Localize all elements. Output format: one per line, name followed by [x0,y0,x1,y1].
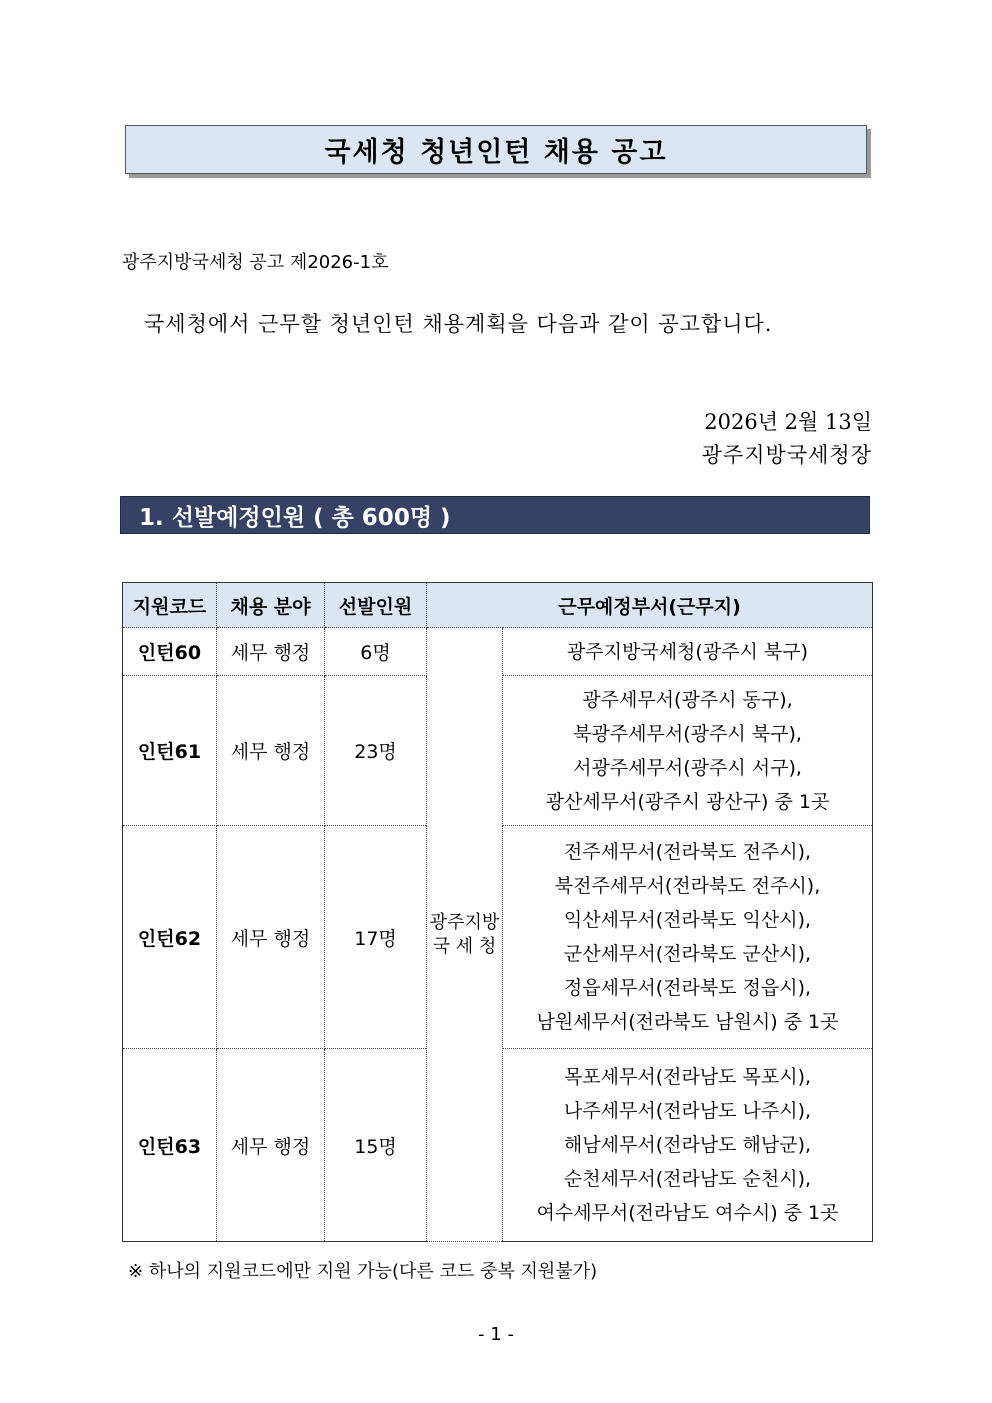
dept-item: 목포세무서(전라남도 목포시), [563,1066,812,1088]
dept-item: 광주지방국세청(광주시 북구) [566,640,809,663]
dept-item: 나주세무서(전라남도 나주시), [563,1100,812,1122]
row-dept [503,826,873,1049]
section-title: 1. 선발예정인원 ( 총 600명 ) [139,504,451,531]
notice-number: 광주지방국세청 공고 제2026-1호 [122,252,389,273]
document-title: 국세청 청년인턴 채용 공고 [125,125,867,174]
row-field: 세무 행정 [217,826,325,1049]
notice-date: 2026년 2월 13일 [704,410,872,434]
row-code: 인턴60 [123,628,217,676]
row-field: 세무 행정 [217,628,325,676]
row-field: 세무 행정 [217,676,325,826]
table-row [123,628,873,676]
row-code: 인턴62 [123,826,217,1049]
dept-item: 전주세무서(전라북도 전주시), [563,841,812,863]
office-line-2: 국 세 청 [432,935,497,957]
page-number: - 1 - [478,1324,514,1345]
dept-item: 여수세무서(전라남도 여수시) 중 1곳 [536,1202,839,1224]
dept-item: 해남세무서(전라남도 해남군), [563,1134,812,1156]
header-code: 지원코드 [123,583,217,628]
footnote: ※ 하나의 지원코드에만 지원 가능(다른 코드 중복 지원불가) [128,1261,598,1282]
row-count: 17명 [325,826,427,1049]
office-line-1: 광주지방 [429,911,500,933]
row-count: 15명 [325,1049,427,1242]
dept-item: 정읍세무서(전라북도 정읍시), [563,977,812,999]
dept-item: 남원세무서(전라북도 남원시) 중 1곳 [536,1011,839,1033]
intro-text: 국세청에서 근무할 청년인턴 채용계획을 다음과 같이 공고합니다. [144,312,773,336]
row-count: 23명 [325,676,427,826]
issuer: 광주지방국세청장 [701,443,872,467]
row-code: 인턴61 [123,676,217,826]
office-cell [427,628,503,1242]
section-heading [120,496,870,534]
recruitment-table [122,582,873,1242]
row-count: 6명 [325,628,427,676]
row-dept [503,676,873,826]
dept-item: 광주세무서(광주시 동구), [582,688,793,711]
table-header-row [123,583,873,628]
dept-item: 북전주세무서(전라북도 전주시), [554,875,821,897]
header-count: 선발인원 [325,583,427,628]
dept-item: 서광주세무서(광주시 서구), [573,756,802,779]
dept-item: 군산세무서(전라북도 군산시), [563,943,812,965]
row-dept [503,1049,873,1242]
dept-item: 광산세무서(광주시 광산구) 중 1곳 [545,790,830,813]
header-dept: 근무예정부서(근무지) [427,583,873,628]
dept-item: 북광주세무서(광주시 북구), [573,722,802,745]
dept-item: 순천세무서(전라남도 순천시), [563,1168,812,1190]
row-dept [503,628,873,676]
dept-item: 익산세무서(전라북도 익산시), [563,909,812,931]
row-field: 세무 행정 [217,1049,325,1242]
row-code: 인턴63 [123,1049,217,1242]
header-field: 채용 분야 [217,583,325,628]
